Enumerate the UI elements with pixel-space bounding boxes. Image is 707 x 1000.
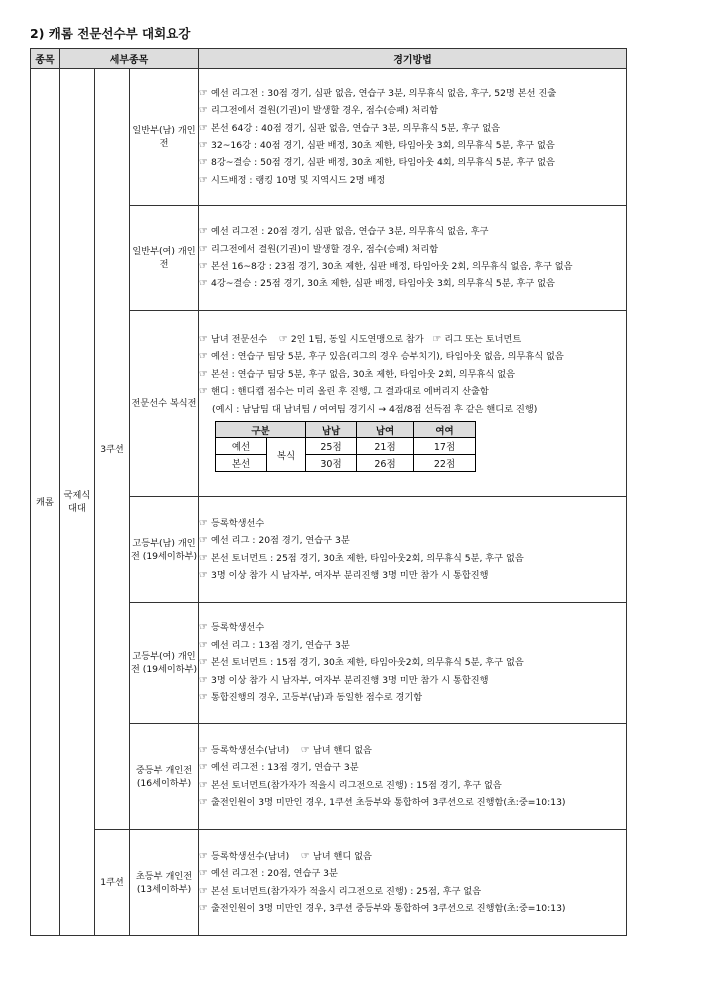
- pointing-hand-icon: ☞: [199, 174, 208, 186]
- pointing-hand-icon: ☞: [199, 386, 208, 398]
- category-label: 중등부 개인전 (16세이하부): [130, 724, 199, 830]
- method-line: ☞ 예선 : 연습구 팀당 5분, 후구 있음(리그의 경우 승부치기), 타임아웃 없음, 의무휴식 없음: [199, 351, 564, 363]
- handicap-example: (예시 : 남남팀 대 남녀팀 / 여여팀 경기시 → 4점/8점 선득점 후 같은 핸디로 진행): [212, 403, 538, 415]
- arrow-icon: →: [378, 403, 387, 415]
- method-cell: [199, 603, 627, 724]
- method-line: ☞ 본선 64강 : 40점 경기, 심판 없음, 연습구 3분, 의무휴식 5분, 후구 없음: [199, 122, 501, 134]
- method-line: ☞ 예선 리그전 : 30점 경기, 심판 없음, 연습구 3분, 의무휴식 없음, 후구, 52명 본선 진출: [199, 87, 557, 99]
- pointing-hand-icon: ☞: [199, 140, 208, 151]
- method-line: ☞ 예선 리그 : 20점 경기, 연습구 3분: [199, 535, 350, 547]
- event-carom: 캐롬: [31, 69, 60, 936]
- pointing-hand-icon: ☞: [199, 639, 208, 651]
- pointing-hand-icon: ☞: [199, 105, 208, 117]
- event-international: 국제식 대대: [60, 69, 95, 936]
- pointing-hand-icon: ☞: [199, 744, 208, 756]
- pointing-hand-icon: ☞: [199, 226, 208, 238]
- group-1cushion: 1쿠션: [95, 830, 130, 936]
- header-method: 경기방법: [199, 49, 627, 69]
- method-line: ☞ 3명 이상 참가 시 남자부, 여자부 분리진행 3명 미만 참가 시 통합진행: [199, 569, 489, 581]
- pointing-hand-icon: ☞: [199, 885, 208, 897]
- pointing-hand-icon: ☞: [199, 552, 208, 564]
- method-line: ☞ 남녀 전문선수 ☞ 2인 1팀, 동일 시도연맹으로 참가 ☞ 리그 또는 토너먼트: [199, 333, 522, 345]
- method-line: ☞ 리그전에서 결원(기권)이 발생할 경우, 점수(승패) 처리함: [199, 243, 439, 255]
- pointing-hand-icon: ☞: [199, 692, 208, 704]
- handicap-header: 구분: [216, 422, 306, 438]
- pointing-hand-icon: ☞: [199, 850, 208, 862]
- method-line: ☞ 출전인원이 3명 미만인 경우, 1쿠션 초등부와 통합하여 3쿠션으로 진행함(초:중=10:13): [199, 796, 566, 808]
- method-line: ☞ 리그전에서 결원(기권)이 발생할 경우, 점수(승패) 처리함: [199, 105, 439, 117]
- method-line: ☞ 핸디 : 핸디캡 점수는 미리 올린 후 진행, 그 결과대로 에버리지 산출함: [199, 386, 489, 398]
- method-line: ☞ 32~16강 : 40점 경기, 심판 배정, 30초 제한, 타임아웃 3회, 의무휴식 5분, 후구 없음: [199, 140, 555, 151]
- method-line: ☞ 등록학생선수: [199, 517, 265, 529]
- pointing-hand-icon: ☞: [199, 261, 208, 272]
- handicap-value: 21점: [357, 438, 414, 455]
- handicap-header: 남남: [306, 422, 357, 438]
- method-cell: [199, 830, 627, 936]
- pointing-hand-icon: ☞: [199, 674, 208, 686]
- method-line: ☞ 예선 리그전 : 13점 경기, 연습구 3분: [199, 762, 359, 774]
- handicap-doubles: 복식: [267, 438, 306, 472]
- pointing-hand-icon: ☞: [199, 535, 208, 547]
- header-event: 종목: [31, 49, 60, 69]
- method-line: ☞ 통합진행의 경우, 고등부(남)과 동일한 점수로 경기함: [199, 692, 423, 704]
- handicap-value: 17점: [414, 438, 476, 455]
- pointing-hand-icon: ☞: [199, 569, 208, 581]
- method-cell: [199, 311, 627, 497]
- pointing-hand-icon: ☞: [300, 850, 310, 862]
- method-line: ☞ 예선 리그 : 13점 경기, 연습구 3분: [199, 639, 350, 651]
- pointing-hand-icon: ☞: [300, 744, 310, 756]
- pointing-hand-icon: ☞: [199, 779, 208, 791]
- method-line: ☞ 출전인원이 3명 미만인 경우, 3쿠션 중등부와 통합하여 3쿠션으로 진행함(초:중=10:13): [199, 902, 566, 914]
- handicap-value: 26점: [357, 455, 414, 472]
- pointing-hand-icon: ☞: [199, 868, 208, 880]
- pointing-hand-icon: ☞: [278, 333, 288, 345]
- pointing-hand-icon: ☞: [199, 278, 208, 290]
- handicap-table: [215, 421, 476, 472]
- method-line: ☞ 본선 토너먼트(참가자가 적을시 리그전으로 진행) : 15점 경기, 후구 없음: [199, 779, 502, 791]
- method-line: ☞ 본선 토너먼트(참가자가 적을시 리그전으로 진행) : 25점, 후구 없음: [199, 885, 482, 897]
- handicap-value: 22점: [414, 455, 476, 472]
- handicap-value: 25점: [306, 438, 357, 455]
- method-line: ☞ 등록학생선수(남녀) ☞ 남녀 핸디 없음: [199, 850, 372, 862]
- method-line: ☞ 본선 토너먼트 : 15점 경기, 30초 제한, 타임아웃2회, 의무휴식 5분, 후구 없음: [199, 657, 524, 669]
- method-line: ☞ 등록학생선수: [199, 622, 265, 634]
- pointing-hand-icon: ☞: [199, 762, 208, 774]
- method-line: ☞ 8강~결승 : 50점 경기, 심판 배정, 30초 제한, 타임아웃 4회, 의무휴식 5분, 후구 없음: [199, 157, 555, 169]
- pointing-hand-icon: ☞: [199, 657, 208, 669]
- category-label: 고등부(남) 개인전 (19세이하부): [130, 497, 199, 603]
- rules-table: [30, 48, 627, 936]
- pointing-hand-icon: ☞: [199, 351, 208, 363]
- header-sub-event: 세부종목: [60, 49, 199, 69]
- method-line: ☞ 본선 16~8강 : 23점 경기, 30초 제한, 심판 배정, 타임아웃 2회, 의무휴식 없음, 후구 없음: [199, 261, 573, 272]
- method-line: ☞ 본선 : 연습구 팀당 5분, 후구 없음, 30초 제한, 타임아웃 2회, 의무휴식 없음: [199, 368, 515, 380]
- pointing-hand-icon: ☞: [199, 157, 208, 169]
- method-line: ☞ 예선 리그전 : 20점, 연습구 3분: [199, 868, 338, 880]
- category-label: 전문선수 복식전: [130, 311, 199, 497]
- pointing-hand-icon: ☞: [199, 243, 208, 255]
- pointing-hand-icon: ☞: [432, 333, 442, 345]
- pointing-hand-icon: ☞: [199, 622, 208, 634]
- method-line: ☞ 예선 리그전 : 20점 경기, 심판 없음, 연습구 3분, 의무휴식 없음, 후구: [199, 226, 489, 238]
- handicap-row-label: 본선: [216, 455, 267, 472]
- method-line: ☞ 4강~결승 : 25점 경기, 30초 제한, 심판 배정, 타임아웃 3회, 의무휴식 5분, 후구 없음: [199, 278, 555, 290]
- section-title: 2) 캐롬 전문선수부 대회요강: [30, 26, 191, 41]
- pointing-hand-icon: ☞: [199, 87, 208, 99]
- method-cell: [199, 69, 627, 206]
- handicap-header: 남여: [357, 422, 414, 438]
- method-cell: [199, 206, 627, 311]
- method-line: ☞ 본선 토너먼트 : 25점 경기, 30초 제한, 타임아웃2회, 의무휴식 5분, 후구 없음: [199, 552, 524, 564]
- pointing-hand-icon: ☞: [199, 902, 208, 914]
- category-label: 고등부(여) 개인전 (19세이하부): [130, 603, 199, 724]
- category-label: 초등부 개인전 (13세이하부): [130, 830, 199, 936]
- group-3cushion: 3쿠션: [95, 69, 130, 830]
- method-line: ☞ 3명 이상 참가 시 남자부, 여자부 분리진행 3명 미만 참가 시 통합진행: [199, 674, 489, 686]
- method-cell: [199, 497, 627, 603]
- pointing-hand-icon: ☞: [199, 517, 208, 529]
- method-line: ☞ 등록학생선수(남녀) ☞ 남녀 핸디 없음: [199, 744, 372, 756]
- pointing-hand-icon: ☞: [199, 333, 208, 345]
- category-label: 일반부(여) 개인전: [130, 206, 199, 311]
- category-label: 일반부(남) 개인전: [130, 69, 199, 206]
- handicap-header: 여여: [414, 422, 476, 438]
- method-line: ☞ 시드배정 : 랭킹 10명 및 지역시드 2명 배정: [199, 174, 386, 186]
- pointing-hand-icon: ☞: [199, 368, 208, 380]
- handicap-row-label: 예선: [216, 438, 267, 455]
- method-cell: [199, 724, 627, 830]
- handicap-value: 30점: [306, 455, 357, 472]
- pointing-hand-icon: ☞: [199, 122, 208, 134]
- pointing-hand-icon: ☞: [199, 796, 208, 808]
